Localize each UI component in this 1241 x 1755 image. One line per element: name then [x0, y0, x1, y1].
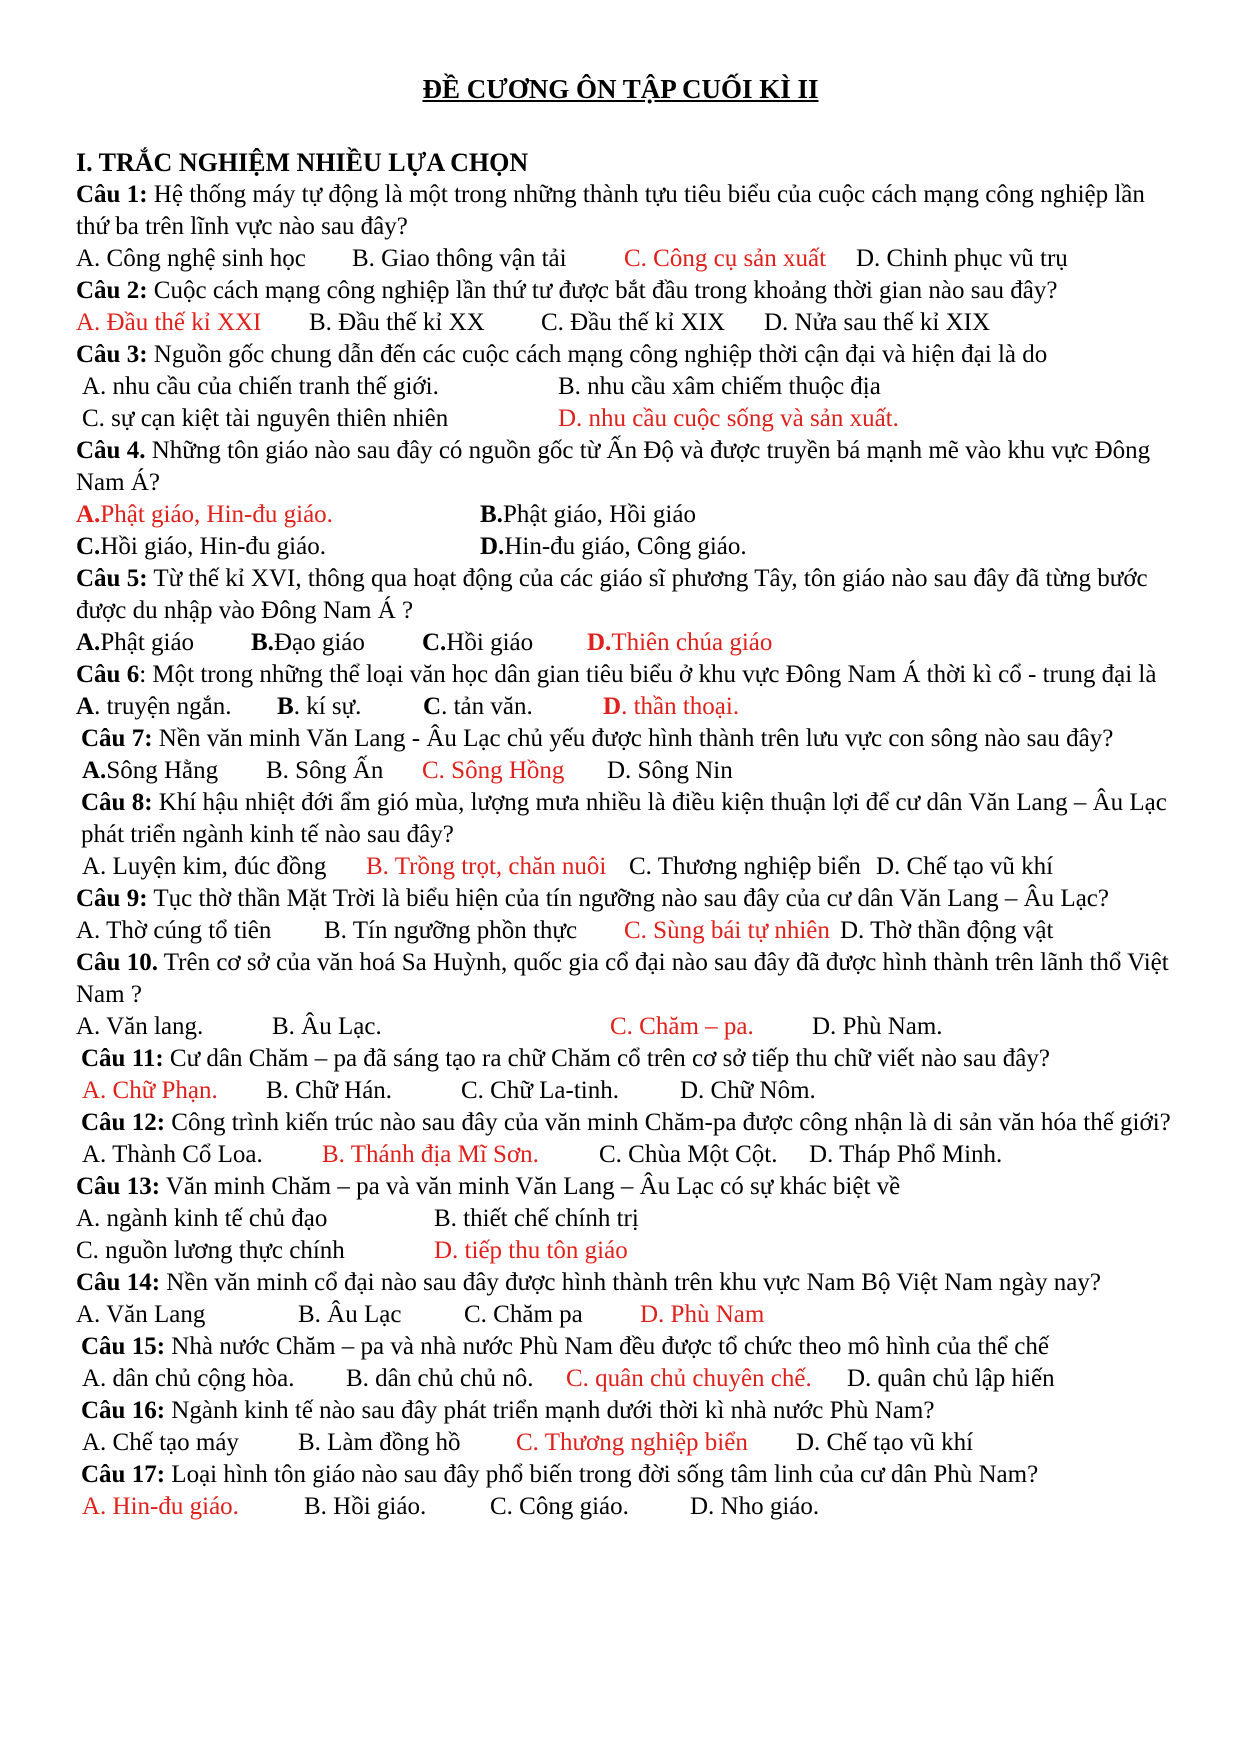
- options-row: [76, 307, 1184, 339]
- section-heading: I. TRẮC NGHIỆM NHIỀU LỰA CHỌN: [76, 148, 529, 177]
- options-row: [76, 1203, 1184, 1235]
- option-a: A. Chữ Phạn.: [82, 1077, 218, 1104]
- question-label: Câu 13:: [76, 1173, 161, 1200]
- option-d: D. Chế tạo vũ khí: [796, 1429, 974, 1456]
- question-text: : Một trong những thể loại văn học dân gian tiêu biểu ở khu vực Đông Nam Á thời kì cổ - trung đại là: [139, 661, 1157, 688]
- options-row: [76, 243, 1184, 275]
- question-label: Câu 1:: [76, 181, 148, 208]
- option-c: C. Thương nghiệp biển: [516, 1429, 748, 1456]
- question-11: [76, 1043, 1184, 1075]
- question-2: [76, 275, 1184, 307]
- option-d: D. Phù Nam.: [812, 1013, 943, 1040]
- option-c: C. sự cạn kiệt tài nguyên thiên nhiên: [82, 405, 449, 432]
- option-c: C. Công giáo.: [490, 1493, 629, 1520]
- option-b: B. Âu Lạc: [298, 1301, 402, 1328]
- option-b: B. Chữ Hán.: [266, 1077, 393, 1104]
- question-label: Câu 4.: [76, 437, 146, 464]
- question-label: Câu 2:: [76, 277, 148, 304]
- option-d: D. Chinh phục vũ trụ: [856, 245, 1068, 272]
- options-row: [76, 1427, 1184, 1459]
- question-17: [76, 1459, 1184, 1491]
- option-c: C. Công cụ sản xuất: [624, 245, 827, 272]
- question-7: [76, 723, 1184, 755]
- option-a: A. Đầu thế kỉ XXI: [76, 309, 262, 336]
- option-b: B. Sông Ấn: [266, 757, 384, 784]
- option-b: B. Đầu thế kỉ XX: [309, 309, 485, 336]
- options-row: [76, 499, 1184, 531]
- question-label: Câu 11:: [81, 1045, 164, 1072]
- question-text: Khí hậu nhiệt đới ẩm gió mùa, lượng mưa nhiều là điều kiện thuận lợi để cư dân Văn Lang – Âu Lạc phát triển ngành kinh tế nào sau đây?: [81, 789, 1167, 848]
- question-list: [76, 179, 1184, 1523]
- option-b: B. Tín ngưỡng phồn thực: [324, 917, 578, 944]
- options-row: [76, 403, 1184, 435]
- option-a: A. Hin-đu giáo.: [82, 1493, 239, 1520]
- option-a: A. nhu cầu của chiến tranh thế giới.: [82, 373, 439, 400]
- option-a: A. dân chủ cộng hòa.: [82, 1365, 295, 1392]
- options-row: [76, 1363, 1184, 1395]
- question-5: [76, 563, 1184, 627]
- option-a: A.Phật giáo: [76, 629, 195, 656]
- option-d: D. Thờ thần động vật: [840, 917, 1054, 944]
- option-c: C. Đầu thế kỉ XIX: [541, 309, 725, 336]
- question-1: [76, 179, 1184, 243]
- question-label: Câu 6: [76, 661, 140, 688]
- question-text: Nền văn minh cổ đại nào sau đây được hình thành trên khu vực Nam Bộ Việt Nam ngày nay?: [160, 1269, 1101, 1296]
- question-text: Trên cơ sở của văn hoá Sa Huỳnh, quốc gia cổ đại nào sau đây đã được hình thành trên lãnh thổ Việt Nam ?: [76, 949, 1169, 1008]
- question-label: Câu 10.: [76, 949, 158, 976]
- option-b: B.Phật giáo, Hồi giáo: [480, 501, 696, 528]
- question-text: Công trình kiến trúc nào sau đây của văn minh Chăm-pa được công nhận là di sản văn hóa thế giới?: [165, 1109, 1171, 1136]
- option-c: C.Hồi giáo: [422, 629, 534, 656]
- option-a: A.Sông Hằng: [82, 757, 219, 784]
- option-b: B. kí sự.: [277, 693, 362, 720]
- question-label: Câu 5:: [76, 565, 148, 592]
- option-d: D. tiếp thu tôn giáo: [434, 1237, 628, 1264]
- question-3: [76, 339, 1184, 371]
- option-a: A. Văn lang.: [76, 1013, 204, 1040]
- question-text: Ngành kinh tế nào sau đây phát triển mạnh dưới thời kì nhà nước Phù Nam?: [165, 1397, 935, 1424]
- question-4: [76, 435, 1184, 499]
- option-c: C. Thương nghiệp biển: [629, 853, 861, 880]
- options-row: [76, 1075, 1184, 1107]
- question-text: Văn minh Chăm – pa và văn minh Văn Lang – Âu Lạc có sự khác biệt về: [160, 1173, 901, 1200]
- options-row: [76, 1139, 1184, 1171]
- question-label: Câu 7:: [81, 725, 153, 752]
- option-b: B. Hồi giáo.: [304, 1493, 427, 1520]
- option-c: C. Sông Hồng: [422, 757, 565, 784]
- option-a: A. Thờ cúng tổ tiên: [76, 917, 272, 944]
- options-row: [76, 691, 1184, 723]
- question-label: Câu 3:: [76, 341, 148, 368]
- options-row: [76, 851, 1184, 883]
- question-14: [76, 1267, 1184, 1299]
- options-row: [76, 915, 1184, 947]
- question-12: [76, 1107, 1184, 1139]
- question-text: Từ thế kỉ XVI, thông qua hoạt động của các giáo sĩ phương Tây, tôn giáo nào sau đây đã từng bước được du nhập vào Đông Nam Á ?: [76, 565, 1148, 624]
- question-label: Câu 17:: [81, 1461, 166, 1488]
- option-b: B. Làm đồng hồ: [298, 1429, 461, 1456]
- option-d: D. Nho giáo.: [690, 1493, 820, 1520]
- option-c: C. Chùa Một Cột.: [599, 1141, 778, 1168]
- options-row: [76, 531, 1184, 563]
- option-a: A. Thành Cổ Loa.: [82, 1141, 263, 1168]
- option-d: D. Nửa sau thế kỉ XIX: [764, 309, 991, 336]
- option-d: D. Chế tạo vũ khí: [876, 853, 1054, 880]
- question-8: [76, 787, 1184, 851]
- question-text: Cư dân Chăm – pa đã sáng tạo ra chữ Chăm cổ trên cơ sở tiếp thu chữ viết nào sau đây?: [163, 1045, 1050, 1072]
- page-title: ĐỀ CƯƠNG ÔN TẬP CUỐI KÌ II: [422, 74, 819, 104]
- option-d: D. nhu cầu cuộc sống và sản xuất.: [558, 405, 899, 432]
- option-d: D. Chữ Nôm.: [680, 1077, 816, 1104]
- option-c: C.Hồi giáo, Hin-đu giáo.: [76, 533, 326, 560]
- option-a: A. Văn Lang: [76, 1301, 206, 1328]
- option-c: C. quân chủ chuyên chế.: [566, 1365, 812, 1392]
- option-d: D.Thiên chúa giáo: [587, 629, 773, 656]
- question-10: [76, 947, 1184, 1011]
- option-b: B. Trồng trọt, chăn nuôi: [366, 853, 607, 880]
- option-b: B. nhu cầu xâm chiếm thuộc địa: [558, 373, 881, 400]
- options-row: [76, 1011, 1184, 1043]
- option-d: D. Tháp Phổ Minh.: [809, 1141, 1003, 1168]
- question-16: [76, 1395, 1184, 1427]
- question-text: Loại hình tôn giáo nào sau đây phổ biến trong đời sống tâm linh của cư dân Phù Nam?: [165, 1461, 1039, 1488]
- question-text: Tục thờ thần Mặt Trời là biểu hiện của tín ngưỡng nào sau đây của cư dân Văn Lang – Âu Lạc?: [147, 885, 1109, 912]
- option-b: B. Âu Lạc.: [272, 1013, 382, 1040]
- question-label: Câu 8:: [81, 789, 153, 816]
- option-a: A. truyện ngắn.: [76, 693, 232, 720]
- question-label: Câu 12:: [81, 1109, 166, 1136]
- question-label: Câu 16:: [81, 1397, 166, 1424]
- option-d: D.Hin-đu giáo, Công giáo.: [480, 533, 747, 560]
- option-a: A. Chế tạo máy: [82, 1429, 239, 1456]
- question-label: Câu 14:: [76, 1269, 161, 1296]
- option-a: A. Công nghệ sinh học: [76, 245, 306, 272]
- question-text: Nền văn minh Văn Lang - Âu Lạc chủ yếu được hình thành trên lưu vực con sông nào sau đây?: [152, 725, 1114, 752]
- question-text: Nguồn gốc chung dẫn đến các cuộc cách mạng công nghiệp thời cận đại và hiện đại là do: [147, 341, 1048, 368]
- option-c: C. Chữ La-tinh.: [461, 1077, 619, 1104]
- question-6: [76, 659, 1184, 691]
- option-c: C. nguồn lương thực chính: [76, 1237, 345, 1264]
- question-label: Câu 9:: [76, 885, 148, 912]
- options-row: [76, 1299, 1184, 1331]
- option-a: A.Phật giáo, Hin-đu giáo.: [76, 501, 333, 528]
- options-row: [76, 627, 1184, 659]
- option-b: B. thiết chế chính trị: [434, 1205, 639, 1232]
- options-row: [76, 755, 1184, 787]
- option-b: B. dân chủ chủ nô.: [346, 1365, 534, 1392]
- options-row: [76, 1235, 1184, 1267]
- option-d: D. quân chủ lập hiến: [847, 1365, 1055, 1392]
- options-row: [76, 1491, 1184, 1523]
- question-15: [76, 1331, 1184, 1363]
- option-b: B.Đạo giáo: [251, 629, 365, 656]
- option-c: C. Chăm – pa.: [610, 1013, 754, 1040]
- option-a: A. Luyện kim, đúc đồng: [82, 853, 327, 880]
- option-c: C. Chăm pa: [464, 1301, 583, 1328]
- option-c: C. tản văn.: [423, 693, 533, 720]
- option-d: D. Phù Nam: [640, 1301, 765, 1328]
- question-label: Câu 15:: [81, 1333, 166, 1360]
- question-13: [76, 1171, 1184, 1203]
- option-b: B. Giao thông vận tải: [352, 245, 567, 272]
- option-a: A. ngành kinh tế chủ đạo: [76, 1205, 328, 1232]
- question-text: Hệ thống máy tự động là một trong những thành tựu tiêu biểu của cuộc cách mạng công nghiệp lần thứ ba trên lĩnh vực nào sau đây?: [76, 181, 1145, 240]
- question-text: Những tôn giáo nào sau đây có nguồn gốc từ Ấn Độ và được truyền bá mạnh mẽ vào khu vực Đông Nam Á?: [76, 437, 1151, 496]
- options-row: [76, 371, 1184, 403]
- option-b: B. Thánh địa Mĩ Sơn.: [322, 1141, 539, 1168]
- question-text: Nhà nước Chăm – pa và nhà nước Phù Nam đều được tổ chức theo mô hình của thể chế: [165, 1333, 1049, 1360]
- question-9: [76, 883, 1184, 915]
- option-d: D. Sông Nin: [607, 757, 733, 784]
- option-c: C. Sùng bái tự nhiên: [624, 917, 830, 944]
- question-text: Cuộc cách mạng công nghiệp lần thứ tư được bắt đầu trong khoảng thời gian nào sau đây?: [147, 277, 1058, 304]
- option-d: D. thần thoại.: [603, 693, 740, 720]
